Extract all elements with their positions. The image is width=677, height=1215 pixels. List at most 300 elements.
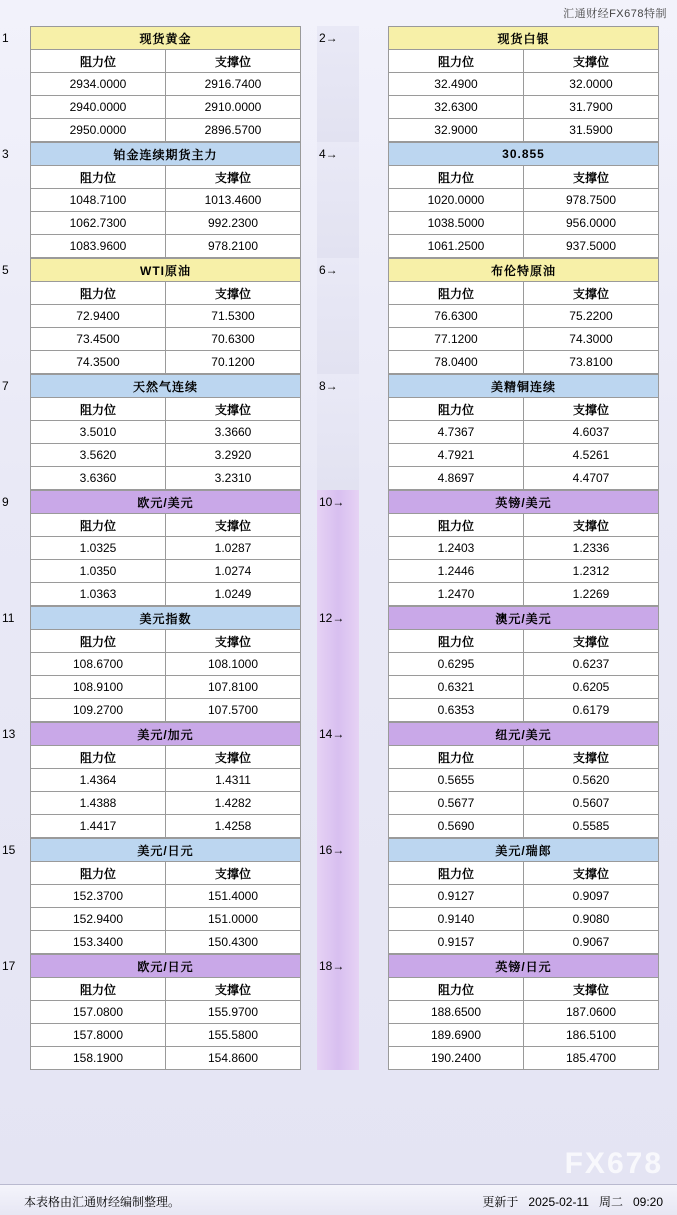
header-support: 支撑位 xyxy=(524,282,659,305)
table-title-row xyxy=(31,839,301,862)
instrument-title: 布伦特原油 xyxy=(389,259,659,282)
table-row xyxy=(389,792,659,815)
quote-block xyxy=(2,258,311,374)
table-row xyxy=(389,235,659,258)
resistance-value: 73.4500 xyxy=(31,328,166,351)
resistance-value: 32.9000 xyxy=(389,119,524,142)
header-support: 支撑位 xyxy=(524,746,659,769)
table-title-row xyxy=(31,259,301,282)
table-header-row xyxy=(389,166,659,189)
resistance-value: 1061.2500 xyxy=(389,235,524,258)
header-resistance: 阻力位 xyxy=(389,166,524,189)
quote-block xyxy=(319,838,669,954)
block-index-marker: 3 xyxy=(2,147,9,161)
header-resistance: 阻力位 xyxy=(389,282,524,305)
header-support: 支撑位 xyxy=(166,282,301,305)
quote-table xyxy=(388,606,659,722)
support-value: 1.2312 xyxy=(524,560,659,583)
support-value: 978.7500 xyxy=(524,189,659,212)
resistance-value: 0.9127 xyxy=(389,885,524,908)
quote-block xyxy=(2,838,311,954)
brand-label: 汇通财经FX678特制 xyxy=(563,8,667,20)
table-row xyxy=(389,583,659,606)
table-header-row xyxy=(389,630,659,653)
table-row xyxy=(389,421,659,444)
resistance-value: 32.6300 xyxy=(389,96,524,119)
quote-table xyxy=(388,258,659,374)
support-value: 3.3660 xyxy=(166,421,301,444)
support-value: 1.4311 xyxy=(166,769,301,792)
header-resistance: 阻力位 xyxy=(31,630,166,653)
table-row xyxy=(31,119,301,142)
support-value: 1.4258 xyxy=(166,815,301,838)
quote-table xyxy=(388,26,659,142)
support-value: 4.6037 xyxy=(524,421,659,444)
quote-table xyxy=(388,838,659,954)
support-value: 70.1200 xyxy=(166,351,301,374)
quote-block xyxy=(319,606,669,722)
table-header-row xyxy=(31,862,301,885)
resistance-value: 158.1900 xyxy=(31,1047,166,1070)
table-row xyxy=(31,583,301,606)
resistance-value: 1062.7300 xyxy=(31,212,166,235)
block-index-marker: 17 xyxy=(2,959,16,973)
quote-block xyxy=(2,374,311,490)
quote-block xyxy=(2,490,311,606)
quote-row xyxy=(2,838,669,954)
resistance-value: 4.8697 xyxy=(389,467,524,490)
table-title-row xyxy=(31,607,301,630)
support-value: 0.5607 xyxy=(524,792,659,815)
quote-block xyxy=(2,954,311,1070)
resistance-value: 157.8000 xyxy=(31,1024,166,1047)
quote-table xyxy=(30,374,301,490)
quote-block xyxy=(2,26,311,142)
support-value: 31.5900 xyxy=(524,119,659,142)
resistance-value: 2950.0000 xyxy=(31,119,166,142)
footer-updated xyxy=(482,1193,663,1210)
instrument-title: 澳元/美元 xyxy=(389,607,659,630)
support-value: 2916.7400 xyxy=(166,73,301,96)
block-index-marker: 14→ xyxy=(319,727,345,741)
resistance-value: 1083.9600 xyxy=(31,235,166,258)
support-value: 0.9097 xyxy=(524,885,659,908)
table-row xyxy=(389,212,659,235)
block-index-marker: 5 xyxy=(2,263,9,277)
footer-updated-time: 09:20 xyxy=(632,1195,663,1209)
table-row xyxy=(31,908,301,931)
table-row xyxy=(389,467,659,490)
resistance-value: 152.3700 xyxy=(31,885,166,908)
resistance-value: 0.9140 xyxy=(389,908,524,931)
resistance-value: 2940.0000 xyxy=(31,96,166,119)
table-header-row xyxy=(389,514,659,537)
support-value: 155.9700 xyxy=(166,1001,301,1024)
table-row xyxy=(389,1047,659,1070)
resistance-value: 0.6353 xyxy=(389,699,524,722)
header-support: 支撑位 xyxy=(166,746,301,769)
quote-table xyxy=(388,142,659,258)
quote-row xyxy=(2,374,669,490)
resistance-value: 72.9400 xyxy=(31,305,166,328)
header-support: 支撑位 xyxy=(524,630,659,653)
instrument-title: 美元/日元 xyxy=(31,839,301,862)
table-header-row xyxy=(389,978,659,1001)
header-resistance: 阻力位 xyxy=(389,862,524,885)
quote-table xyxy=(388,722,659,838)
instrument-title: 美元/加元 xyxy=(31,723,301,746)
quote-table xyxy=(30,490,301,606)
table-row xyxy=(31,815,301,838)
resistance-value: 189.6900 xyxy=(389,1024,524,1047)
support-value: 1013.4600 xyxy=(166,189,301,212)
block-index-marker: 13 xyxy=(2,727,16,741)
support-value: 4.5261 xyxy=(524,444,659,467)
resistance-value: 32.4900 xyxy=(389,73,524,96)
quote-row xyxy=(2,722,669,838)
block-index-marker: 9 xyxy=(2,495,9,509)
quote-table xyxy=(30,26,301,142)
quote-block xyxy=(319,954,669,1070)
instrument-title: 天然气连续 xyxy=(31,375,301,398)
support-value: 107.5700 xyxy=(166,699,301,722)
footer xyxy=(0,1184,677,1215)
table-row xyxy=(389,815,659,838)
resistance-value: 3.5620 xyxy=(31,444,166,467)
instrument-title: WTI原油 xyxy=(31,259,301,282)
support-value: 70.6300 xyxy=(166,328,301,351)
quote-table xyxy=(30,722,301,838)
table-row xyxy=(31,73,301,96)
support-value: 186.5100 xyxy=(524,1024,659,1047)
quote-row xyxy=(2,258,669,374)
table-row xyxy=(389,119,659,142)
quote-block xyxy=(319,258,669,374)
resistance-value: 0.6295 xyxy=(389,653,524,676)
support-value: 978.2100 xyxy=(166,235,301,258)
resistance-value: 109.2700 xyxy=(31,699,166,722)
instrument-title: 美元/瑞郎 xyxy=(389,839,659,862)
resistance-value: 4.7367 xyxy=(389,421,524,444)
header-resistance: 阻力位 xyxy=(389,514,524,537)
support-value: 0.9067 xyxy=(524,931,659,954)
table-title-row xyxy=(389,375,659,398)
table-row xyxy=(389,699,659,722)
support-value: 150.4300 xyxy=(166,931,301,954)
block-index-marker: 2→ xyxy=(319,31,338,45)
support-value: 71.5300 xyxy=(166,305,301,328)
quote-block xyxy=(2,142,311,258)
resistance-value: 1.2403 xyxy=(389,537,524,560)
instrument-title: 纽元/美元 xyxy=(389,723,659,746)
instrument-title: 铂金连续期货主力 xyxy=(31,143,301,166)
table-title-row xyxy=(389,143,659,166)
support-value: 1.0249 xyxy=(166,583,301,606)
table-row xyxy=(31,328,301,351)
resistance-value: 78.0400 xyxy=(389,351,524,374)
header-support: 支撑位 xyxy=(524,50,659,73)
support-value: 4.4707 xyxy=(524,467,659,490)
table-row xyxy=(389,189,659,212)
header-support: 支撑位 xyxy=(524,514,659,537)
table-title-row xyxy=(389,491,659,514)
table-row xyxy=(31,1024,301,1047)
resistance-value: 0.6321 xyxy=(389,676,524,699)
instrument-title: 英镑/美元 xyxy=(389,491,659,514)
block-index-marker: 16→ xyxy=(319,843,345,857)
block-index-marker: 4→ xyxy=(319,147,338,161)
table-title-row xyxy=(31,27,301,50)
instrument-title: 现货白银 xyxy=(389,27,659,50)
table-row xyxy=(31,699,301,722)
resistance-value: 108.6700 xyxy=(31,653,166,676)
block-index-marker: 12→ xyxy=(319,611,345,625)
quote-block xyxy=(319,26,669,142)
table-row xyxy=(389,885,659,908)
table-header-row xyxy=(389,398,659,421)
table-header-row xyxy=(31,630,301,653)
table-row xyxy=(389,908,659,931)
resistance-value: 188.6500 xyxy=(389,1001,524,1024)
resistance-value: 108.9100 xyxy=(31,676,166,699)
resistance-value: 2934.0000 xyxy=(31,73,166,96)
instrument-title: 欧元/美元 xyxy=(31,491,301,514)
header-resistance: 阻力位 xyxy=(31,746,166,769)
table-header-row xyxy=(31,978,301,1001)
quote-table xyxy=(30,142,301,258)
resistance-value: 157.0800 xyxy=(31,1001,166,1024)
header-support: 支撑位 xyxy=(524,166,659,189)
header-support: 支撑位 xyxy=(524,862,659,885)
table-row xyxy=(31,537,301,560)
quote-grid xyxy=(2,26,669,1070)
header-support: 支撑位 xyxy=(524,978,659,1001)
table-row xyxy=(389,73,659,96)
support-value: 2896.5700 xyxy=(166,119,301,142)
support-value: 154.8600 xyxy=(166,1047,301,1070)
table-header-row xyxy=(389,746,659,769)
resistance-value: 76.6300 xyxy=(389,305,524,328)
quote-block xyxy=(2,722,311,838)
table-title-row xyxy=(389,723,659,746)
table-title-row xyxy=(31,375,301,398)
table-row xyxy=(389,560,659,583)
resistance-value: 1.0350 xyxy=(31,560,166,583)
table-row xyxy=(31,885,301,908)
block-index-marker: 10→ xyxy=(319,495,345,509)
header-support: 支撑位 xyxy=(166,50,301,73)
header-resistance: 阻力位 xyxy=(31,50,166,73)
support-value: 3.2310 xyxy=(166,467,301,490)
block-index-marker: 1 xyxy=(2,31,9,45)
table-row xyxy=(31,1047,301,1070)
table-title-row xyxy=(31,955,301,978)
quote-row xyxy=(2,606,669,722)
support-value: 187.0600 xyxy=(524,1001,659,1024)
resistance-value: 77.1200 xyxy=(389,328,524,351)
table-row xyxy=(31,792,301,815)
header-support: 支撑位 xyxy=(524,398,659,421)
table-title-row xyxy=(389,839,659,862)
table-title-row xyxy=(31,491,301,514)
table-row xyxy=(31,444,301,467)
resistance-value: 1.4364 xyxy=(31,769,166,792)
header-resistance: 阻力位 xyxy=(31,282,166,305)
instrument-title: 30.855 xyxy=(389,143,659,166)
header-resistance: 阻力位 xyxy=(31,398,166,421)
watermark: FX678 xyxy=(564,1147,663,1180)
table-row xyxy=(31,653,301,676)
support-value: 1.4282 xyxy=(166,792,301,815)
resistance-value: 74.3500 xyxy=(31,351,166,374)
header-support: 支撑位 xyxy=(166,166,301,189)
table-row xyxy=(31,1001,301,1024)
support-value: 73.8100 xyxy=(524,351,659,374)
resistance-value: 1048.7100 xyxy=(31,189,166,212)
table-header-row xyxy=(389,862,659,885)
support-value: 937.5000 xyxy=(524,235,659,258)
header-resistance: 阻力位 xyxy=(389,630,524,653)
block-index-marker: 8→ xyxy=(319,379,338,393)
table-row xyxy=(389,769,659,792)
header-resistance: 阻力位 xyxy=(389,978,524,1001)
header-resistance: 阻力位 xyxy=(389,746,524,769)
quote-block xyxy=(319,142,669,258)
table-title-row xyxy=(389,955,659,978)
table-row xyxy=(389,537,659,560)
resistance-value: 1.4388 xyxy=(31,792,166,815)
resistance-value: 4.7921 xyxy=(389,444,524,467)
table-title-row xyxy=(31,143,301,166)
resistance-value: 1038.5000 xyxy=(389,212,524,235)
instrument-title: 英镑/日元 xyxy=(389,955,659,978)
resistance-value: 1.2470 xyxy=(389,583,524,606)
resistance-value: 0.5655 xyxy=(389,769,524,792)
header-resistance: 阻力位 xyxy=(31,862,166,885)
support-value: 151.0000 xyxy=(166,908,301,931)
block-index-marker: 18→ xyxy=(319,959,345,973)
resistance-value: 0.5690 xyxy=(389,815,524,838)
table-row xyxy=(389,96,659,119)
quote-block xyxy=(2,606,311,722)
quote-row xyxy=(2,26,669,142)
header-resistance: 阻力位 xyxy=(31,514,166,537)
table-row xyxy=(389,444,659,467)
support-value: 108.1000 xyxy=(166,653,301,676)
header-support: 支撑位 xyxy=(166,630,301,653)
support-value: 0.9080 xyxy=(524,908,659,931)
resistance-value: 3.6360 xyxy=(31,467,166,490)
table-row xyxy=(31,421,301,444)
table-row xyxy=(389,1024,659,1047)
support-value: 1.0274 xyxy=(166,560,301,583)
footer-updated-date: 2025-02-11 xyxy=(528,1195,589,1209)
block-index-marker: 6→ xyxy=(319,263,338,277)
table-row xyxy=(389,351,659,374)
quote-table xyxy=(388,954,659,1070)
quote-table xyxy=(30,258,301,374)
support-value: 992.2300 xyxy=(166,212,301,235)
footer-note: 本表格由汇通财经编制整理。 xyxy=(24,1195,181,1209)
header-resistance: 阻力位 xyxy=(31,166,166,189)
table-title-row xyxy=(31,723,301,746)
table-row xyxy=(389,931,659,954)
quote-table xyxy=(30,954,301,1070)
table-row xyxy=(31,305,301,328)
table-title-row xyxy=(389,607,659,630)
table-row xyxy=(31,189,301,212)
quote-row xyxy=(2,490,669,606)
instrument-title: 美元指数 xyxy=(31,607,301,630)
table-row xyxy=(389,328,659,351)
support-value: 74.3000 xyxy=(524,328,659,351)
resistance-value: 0.9157 xyxy=(389,931,524,954)
header-support: 支撑位 xyxy=(166,514,301,537)
table-row xyxy=(31,351,301,374)
table-row xyxy=(31,931,301,954)
support-value: 151.4000 xyxy=(166,885,301,908)
support-value: 32.0000 xyxy=(524,73,659,96)
resistance-value: 152.9400 xyxy=(31,908,166,931)
instrument-title: 欧元/日元 xyxy=(31,955,301,978)
resistance-value: 153.3400 xyxy=(31,931,166,954)
quote-row xyxy=(2,954,669,1070)
support-value: 1.2269 xyxy=(524,583,659,606)
quote-row xyxy=(2,142,669,258)
table-header-row xyxy=(31,746,301,769)
table-header-row xyxy=(31,166,301,189)
table-header-row xyxy=(31,282,301,305)
table-header-row xyxy=(389,282,659,305)
table-row xyxy=(389,676,659,699)
support-value: 3.2920 xyxy=(166,444,301,467)
table-title-row xyxy=(389,27,659,50)
table-row xyxy=(389,1001,659,1024)
table-row xyxy=(31,769,301,792)
resistance-value: 1.0325 xyxy=(31,537,166,560)
support-value: 2910.0000 xyxy=(166,96,301,119)
support-value: 1.0287 xyxy=(166,537,301,560)
support-value: 956.0000 xyxy=(524,212,659,235)
support-value: 185.4700 xyxy=(524,1047,659,1070)
table-header-row xyxy=(389,50,659,73)
header-resistance: 阻力位 xyxy=(31,978,166,1001)
table-row xyxy=(389,305,659,328)
support-value: 0.6237 xyxy=(524,653,659,676)
resistance-value: 1.4417 xyxy=(31,815,166,838)
table-row xyxy=(31,212,301,235)
resistance-value: 1020.0000 xyxy=(389,189,524,212)
support-value: 0.6205 xyxy=(524,676,659,699)
support-value: 31.7900 xyxy=(524,96,659,119)
header-resistance: 阻力位 xyxy=(389,50,524,73)
quote-table xyxy=(30,606,301,722)
support-value: 0.5620 xyxy=(524,769,659,792)
table-row xyxy=(31,235,301,258)
block-index-marker: 7 xyxy=(2,379,9,393)
support-value: 1.2336 xyxy=(524,537,659,560)
support-value: 75.2200 xyxy=(524,305,659,328)
quote-table xyxy=(388,374,659,490)
header-resistance: 阻力位 xyxy=(389,398,524,421)
resistance-value: 0.5677 xyxy=(389,792,524,815)
resistance-value: 190.2400 xyxy=(389,1047,524,1070)
quote-table xyxy=(30,838,301,954)
quote-table xyxy=(388,490,659,606)
resistance-value: 3.5010 xyxy=(31,421,166,444)
table-row xyxy=(31,467,301,490)
table-title-row xyxy=(389,259,659,282)
